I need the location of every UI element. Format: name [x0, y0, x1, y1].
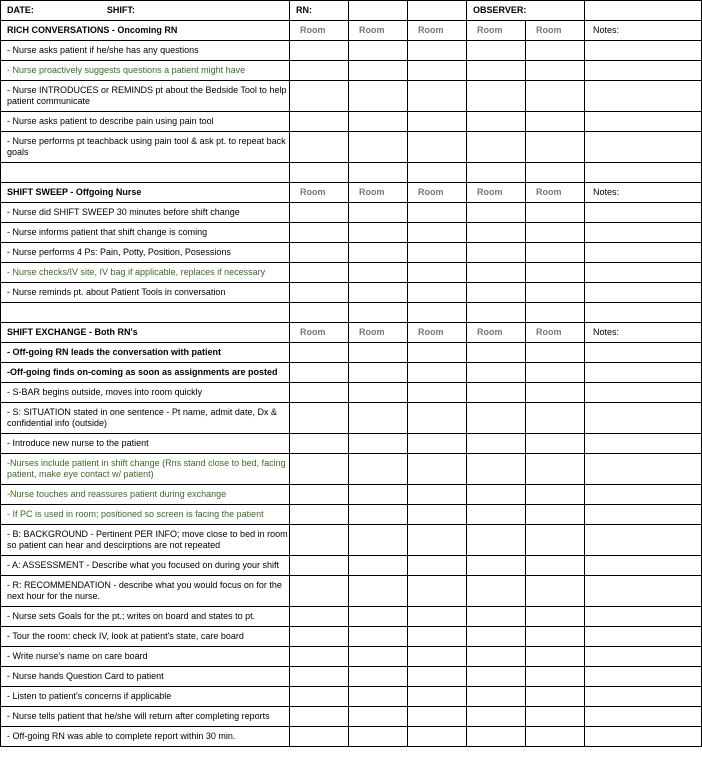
notes-cell[interactable] [585, 383, 702, 403]
checklist-row [1, 707, 702, 727]
room-check-cell[interactable] [526, 283, 585, 303]
room-check-cell[interactable] [526, 223, 585, 243]
room-check-cell[interactable] [526, 576, 585, 607]
room-check-cell[interactable] [349, 434, 408, 454]
checklist-item-text: - Introduce new nurse to the patient [1, 434, 290, 454]
room-check-cell[interactable] [467, 727, 526, 747]
checklist-row [1, 687, 702, 707]
room-check-cell[interactable] [290, 383, 349, 403]
room-check-cell[interactable] [526, 556, 585, 576]
room-check-cell[interactable] [526, 203, 585, 223]
room-check-cell[interactable] [467, 132, 526, 163]
room-check-cell[interactable] [290, 687, 349, 707]
room-header: Room [290, 183, 349, 203]
checklist-row [1, 607, 702, 627]
room-check-cell[interactable] [408, 223, 467, 243]
notes-cell[interactable] [585, 727, 702, 747]
room-check-cell[interactable] [408, 283, 467, 303]
checklist-row [1, 363, 702, 383]
room-check-cell[interactable] [526, 61, 585, 81]
header-row [1, 1, 702, 21]
room-check-cell[interactable] [526, 687, 585, 707]
room-check-cell[interactable] [408, 163, 467, 183]
room-check-cell[interactable] [290, 485, 349, 505]
room-header: Room [467, 183, 526, 203]
room-check-cell[interactable] [349, 263, 408, 283]
room-header: Room [467, 21, 526, 41]
room-check-cell[interactable] [349, 383, 408, 403]
notes-cell[interactable] [585, 243, 702, 263]
checklist-item-text: - Write nurse's name on care board [1, 647, 290, 667]
checklist-item-text: - Nurse proactively suggests questions a patient might have [1, 61, 290, 81]
room-check-cell[interactable] [290, 525, 349, 556]
notes-cell[interactable] [585, 607, 702, 627]
room-check-cell[interactable] [467, 41, 526, 61]
room-check-cell[interactable] [408, 607, 467, 627]
room-check-cell[interactable] [526, 81, 585, 112]
room-check-cell[interactable] [290, 434, 349, 454]
room-header: Room [526, 323, 585, 343]
room-check-cell[interactable] [408, 454, 467, 485]
room-check-cell[interactable] [526, 727, 585, 747]
room-check-cell[interactable] [467, 383, 526, 403]
room-check-cell[interactable] [467, 343, 526, 363]
notes-cell[interactable] [585, 363, 702, 383]
room-header: Room [290, 323, 349, 343]
room-check-cell[interactable] [290, 556, 349, 576]
room-check-cell[interactable] [349, 363, 408, 383]
room-check-cell[interactable] [349, 485, 408, 505]
checklist-row [1, 263, 702, 283]
notes-cell[interactable] [585, 556, 702, 576]
room-check-cell[interactable] [349, 687, 408, 707]
room-header: Room [408, 323, 467, 343]
room-check-cell[interactable] [349, 61, 408, 81]
notes-cell[interactable] [585, 263, 702, 283]
room-check-cell[interactable] [408, 41, 467, 61]
room-check-cell[interactable] [526, 343, 585, 363]
room-check-cell[interactable] [467, 434, 526, 454]
checklist-row [1, 403, 702, 434]
room-check-cell[interactable] [349, 627, 408, 647]
checklist-item-text: - Nurse hands Question Card to patient [1, 667, 290, 687]
room-check-cell[interactable] [408, 383, 467, 403]
room-check-cell[interactable] [526, 454, 585, 485]
checklist-item-text: - Nurse reminds pt. about Patient Tools in conversation [1, 283, 290, 303]
checklist-row [1, 223, 702, 243]
room-check-cell[interactable] [290, 112, 349, 132]
room-check-cell[interactable] [349, 343, 408, 363]
checklist-row [1, 112, 702, 132]
checklist-item-text: - S: SITUATION stated in one sentence - Pt name, admit date, Dx & confidential info (outside) [1, 403, 290, 434]
room-check-cell[interactable] [526, 132, 585, 163]
checklist-item-text: - Nurse INTRODUCES or REMINDS pt about the Bedside Tool to help patient communicate [1, 81, 290, 112]
checklist-row [1, 132, 702, 163]
room-check-cell[interactable] [290, 647, 349, 667]
room-check-cell[interactable] [290, 576, 349, 607]
shift-label: SHIFT: [106, 5, 135, 15]
checklist-row [1, 81, 702, 112]
notes-cell[interactable] [585, 112, 702, 132]
checklist-row [1, 727, 702, 747]
room-check-cell[interactable] [408, 707, 467, 727]
room-check-cell[interactable] [467, 263, 526, 283]
room-check-cell[interactable] [467, 303, 526, 323]
room-check-cell[interactable] [408, 363, 467, 383]
room-header: Room [467, 323, 526, 343]
room-check-cell[interactable] [290, 303, 349, 323]
checklist-item-text: - Nurse asks patient to describe pain using pain tool [1, 112, 290, 132]
room-check-cell[interactable] [408, 403, 467, 434]
room-header: Room [526, 21, 585, 41]
notes-cell[interactable] [585, 525, 702, 556]
checklist-row [1, 485, 702, 505]
room-check-cell[interactable] [526, 363, 585, 383]
checklist-item-text: - Off-going RN leads the conversation with patient [1, 343, 290, 363]
notes-cell[interactable] [585, 223, 702, 243]
notes-cell[interactable] [585, 132, 702, 163]
room-check-cell[interactable] [290, 223, 349, 243]
room-check-cell[interactable] [408, 687, 467, 707]
room-check-cell[interactable] [290, 81, 349, 112]
room-check-cell[interactable] [290, 607, 349, 627]
room-check-cell[interactable] [349, 243, 408, 263]
room-check-cell[interactable] [526, 41, 585, 61]
checklist-row [1, 343, 702, 363]
notes-cell[interactable] [585, 576, 702, 607]
checklist-row [1, 434, 702, 454]
room-check-cell[interactable] [290, 667, 349, 687]
notes-cell[interactable] [585, 343, 702, 363]
checklist-item-text: - Nurse performs pt teachback using pain tool & ask pt. to repeat back goals [1, 132, 290, 163]
room-check-cell[interactable] [467, 61, 526, 81]
notes-cell[interactable] [585, 434, 702, 454]
room-check-cell[interactable] [526, 263, 585, 283]
room-check-cell[interactable] [408, 243, 467, 263]
checklist-row [1, 627, 702, 647]
checklist-row [1, 203, 702, 223]
room-check-cell[interactable] [526, 667, 585, 687]
room-check-cell[interactable] [467, 485, 526, 505]
room-check-cell[interactable] [408, 627, 467, 647]
section-header-row [1, 323, 702, 343]
checklist-row [1, 556, 702, 576]
room-check-cell[interactable] [349, 203, 408, 223]
room-header: Room [526, 183, 585, 203]
notes-cell[interactable] [585, 403, 702, 434]
checklist-item-text: - Listen to patient's concerns if applicable [1, 687, 290, 707]
checklist-item-text: - S-BAR begins outside, moves into room quickly [1, 383, 290, 403]
room-check-cell[interactable] [467, 112, 526, 132]
section-title: SHIFT EXCHANGE - Both RN's [1, 323, 290, 343]
room-check-cell[interactable] [408, 647, 467, 667]
notes-cell[interactable] [585, 505, 702, 525]
room-check-cell[interactable] [467, 163, 526, 183]
room-check-cell[interactable] [349, 727, 408, 747]
room-check-cell[interactable] [290, 61, 349, 81]
room-check-cell[interactable] [408, 132, 467, 163]
room-check-cell[interactable] [349, 707, 408, 727]
room-check-cell[interactable] [290, 363, 349, 383]
room-check-cell[interactable] [349, 223, 408, 243]
room-header: Room [349, 183, 408, 203]
room-check-cell[interactable] [290, 203, 349, 223]
room-header: Room [408, 183, 467, 203]
room-check-cell[interactable] [349, 283, 408, 303]
room-check-cell[interactable] [290, 163, 349, 183]
room-check-cell[interactable] [290, 454, 349, 485]
checklist-item-text: -Off-going finds on-coming as soon as assignments are posted [1, 363, 290, 383]
room-check-cell[interactable] [467, 243, 526, 263]
notes-header: Notes: [585, 183, 702, 203]
room-check-cell[interactable] [408, 485, 467, 505]
checklist-item-text: - Nurse asks patient if he/she has any questions [1, 41, 290, 61]
checklist-item-text [1, 163, 290, 183]
date-label: DATE: [7, 5, 34, 15]
room-check-cell[interactable] [526, 434, 585, 454]
notes-header: Notes: [585, 21, 702, 41]
room-check-cell[interactable] [408, 112, 467, 132]
room-check-cell[interactable] [408, 525, 467, 556]
room-check-cell[interactable] [467, 223, 526, 243]
rn-value-cell[interactable] [349, 1, 408, 21]
checklist-item-text: - R: RECOMMENDATION - describe what you would focus on for the next hour for the nurse. [1, 576, 290, 607]
room-check-cell[interactable] [349, 576, 408, 607]
checklist-item-text: - Nurse checks/IV site, IV bag if applicable, replaces if necessary [1, 263, 290, 283]
notes-cell[interactable] [585, 203, 702, 223]
room-check-cell[interactable] [408, 263, 467, 283]
room-check-cell[interactable] [526, 403, 585, 434]
room-check-cell[interactable] [408, 727, 467, 747]
room-check-cell[interactable] [349, 132, 408, 163]
room-check-cell[interactable] [467, 667, 526, 687]
checklist-item-text: - Nurse sets Goals for the pt.; writes on board and states to pt. [1, 607, 290, 627]
notes-cell[interactable] [585, 627, 702, 647]
room-check-cell[interactable] [290, 132, 349, 163]
room-check-cell[interactable] [290, 263, 349, 283]
notes-cell[interactable] [585, 163, 702, 183]
checklist-item-text: - Nurse tells patient that he/she will return after completing reports [1, 707, 290, 727]
room-check-cell[interactable] [349, 403, 408, 434]
room-check-cell[interactable] [290, 627, 349, 647]
room-check-cell[interactable] [408, 81, 467, 112]
room-check-cell[interactable] [408, 303, 467, 323]
checklist-row [1, 303, 702, 323]
checklist-item-text: -Nurse touches and reassures patient during exchange [1, 485, 290, 505]
room-check-cell[interactable] [467, 454, 526, 485]
room-header: Room [349, 21, 408, 41]
room-check-cell[interactable] [526, 525, 585, 556]
room-check-cell[interactable] [526, 303, 585, 323]
checklist-item-text: - Tour the room: check IV, look at patient's state, care board [1, 627, 290, 647]
checklist-item-text: - If PC is used in room; positioned so screen is facing the patient [1, 505, 290, 525]
checklist-row [1, 454, 702, 485]
room-check-cell[interactable] [290, 707, 349, 727]
room-check-cell[interactable] [467, 607, 526, 627]
room-check-cell[interactable] [408, 556, 467, 576]
notes-cell[interactable] [585, 283, 702, 303]
section-title: RICH CONVERSATIONS - Oncoming RN [1, 21, 290, 41]
notes-cell[interactable] [585, 687, 702, 707]
checklist-item-text: - Nurse performs 4 Ps: Pain, Potty, Position, Posessions [1, 243, 290, 263]
notes-header: Notes: [585, 323, 702, 343]
room-check-cell[interactable] [290, 283, 349, 303]
room-check-cell[interactable] [467, 363, 526, 383]
room-check-cell[interactable] [349, 81, 408, 112]
room-check-cell[interactable] [349, 647, 408, 667]
room-check-cell[interactable] [349, 454, 408, 485]
room-header: Room [349, 323, 408, 343]
room-check-cell[interactable] [349, 112, 408, 132]
room-check-cell[interactable] [526, 243, 585, 263]
room-check-cell[interactable] [467, 505, 526, 525]
checklist-item-text: -Nurses include patient in shift change (Rns stand close to bed, facing patient, make eye contact w/ patient) [1, 454, 290, 485]
checklist-item-text: - Nurse did SHIFT SWEEP 30 minutes before shift change [1, 203, 290, 223]
room-check-cell[interactable] [290, 343, 349, 363]
checklist-row [1, 647, 702, 667]
room-header: Room [408, 21, 467, 41]
room-check-cell[interactable] [349, 163, 408, 183]
room-check-cell[interactable] [349, 607, 408, 627]
checklist-item-text: - A: ASSESSMENT - Describe what you focused on during your shift [1, 556, 290, 576]
checklist-item-text: - Nurse informs patient that shift change is coming [1, 223, 290, 243]
checklist-row [1, 525, 702, 556]
room-check-cell[interactable] [526, 647, 585, 667]
checklist-row [1, 383, 702, 403]
section-header-row [1, 21, 702, 41]
room-check-cell[interactable] [349, 41, 408, 61]
observer-label-cell [467, 1, 585, 21]
observer-value-cell[interactable] [585, 1, 702, 21]
room-check-cell[interactable] [349, 667, 408, 687]
notes-cell[interactable] [585, 485, 702, 505]
room-check-cell[interactable] [290, 41, 349, 61]
room-check-cell[interactable] [526, 485, 585, 505]
checklist-row [1, 667, 702, 687]
notes-cell[interactable] [585, 81, 702, 112]
section-title: SHIFT SWEEP - Offgoing Nurse [1, 183, 290, 203]
rn-value-cell[interactable] [408, 1, 467, 21]
room-check-cell[interactable] [526, 607, 585, 627]
room-check-cell[interactable] [526, 112, 585, 132]
room-check-cell[interactable] [349, 525, 408, 556]
room-check-cell[interactable] [467, 687, 526, 707]
room-check-cell[interactable] [526, 707, 585, 727]
room-check-cell[interactable] [408, 667, 467, 687]
room-check-cell[interactable] [467, 647, 526, 667]
room-check-cell[interactable] [349, 303, 408, 323]
room-check-cell[interactable] [467, 525, 526, 556]
notes-cell[interactable] [585, 707, 702, 727]
room-check-cell[interactable] [467, 556, 526, 576]
room-check-cell[interactable] [408, 576, 467, 607]
room-check-cell[interactable] [467, 203, 526, 223]
rn-label: RN: [296, 5, 312, 15]
checklist-item-text: - B: BACKGROUND - Pertinent PER INFO; move close to bed in room so patient can hear and descirptions are not repeated [1, 525, 290, 556]
room-check-cell[interactable] [408, 505, 467, 525]
room-check-cell[interactable] [467, 81, 526, 112]
checklist-row [1, 283, 702, 303]
room-check-cell[interactable] [408, 203, 467, 223]
notes-cell[interactable] [585, 454, 702, 485]
room-check-cell[interactable] [526, 505, 585, 525]
room-check-cell[interactable] [467, 283, 526, 303]
notes-cell[interactable] [585, 667, 702, 687]
observer-label: OBSERVER: [473, 5, 527, 15]
room-check-cell[interactable] [467, 403, 526, 434]
room-check-cell[interactable] [408, 61, 467, 81]
checklist-row [1, 61, 702, 81]
checklist-row [1, 576, 702, 607]
date-shift-cell[interactable] [1, 1, 290, 21]
room-check-cell[interactable] [526, 627, 585, 647]
notes-cell[interactable] [585, 647, 702, 667]
room-check-cell[interactable] [290, 243, 349, 263]
notes-cell[interactable] [585, 61, 702, 81]
room-check-cell[interactable] [467, 707, 526, 727]
room-check-cell[interactable] [408, 434, 467, 454]
rn-label-cell [290, 1, 349, 21]
checklist-row [1, 243, 702, 263]
room-check-cell[interactable] [290, 403, 349, 434]
room-check-cell[interactable] [526, 163, 585, 183]
room-check-cell[interactable] [467, 627, 526, 647]
notes-cell[interactable] [585, 41, 702, 61]
room-check-cell[interactable] [349, 556, 408, 576]
room-check-cell[interactable] [467, 576, 526, 607]
checklist-item-text [1, 303, 290, 323]
checklist-row [1, 41, 702, 61]
room-check-cell[interactable] [290, 727, 349, 747]
room-check-cell[interactable] [408, 343, 467, 363]
section-header-row [1, 183, 702, 203]
room-check-cell[interactable] [290, 505, 349, 525]
room-check-cell[interactable] [349, 505, 408, 525]
checklist-row [1, 163, 702, 183]
notes-cell[interactable] [585, 303, 702, 323]
checklist-row [1, 505, 702, 525]
room-header: Room [290, 21, 349, 41]
room-check-cell[interactable] [526, 383, 585, 403]
checklist-item-text: - Off-going RN was able to complete report within 30 min. [1, 727, 290, 747]
